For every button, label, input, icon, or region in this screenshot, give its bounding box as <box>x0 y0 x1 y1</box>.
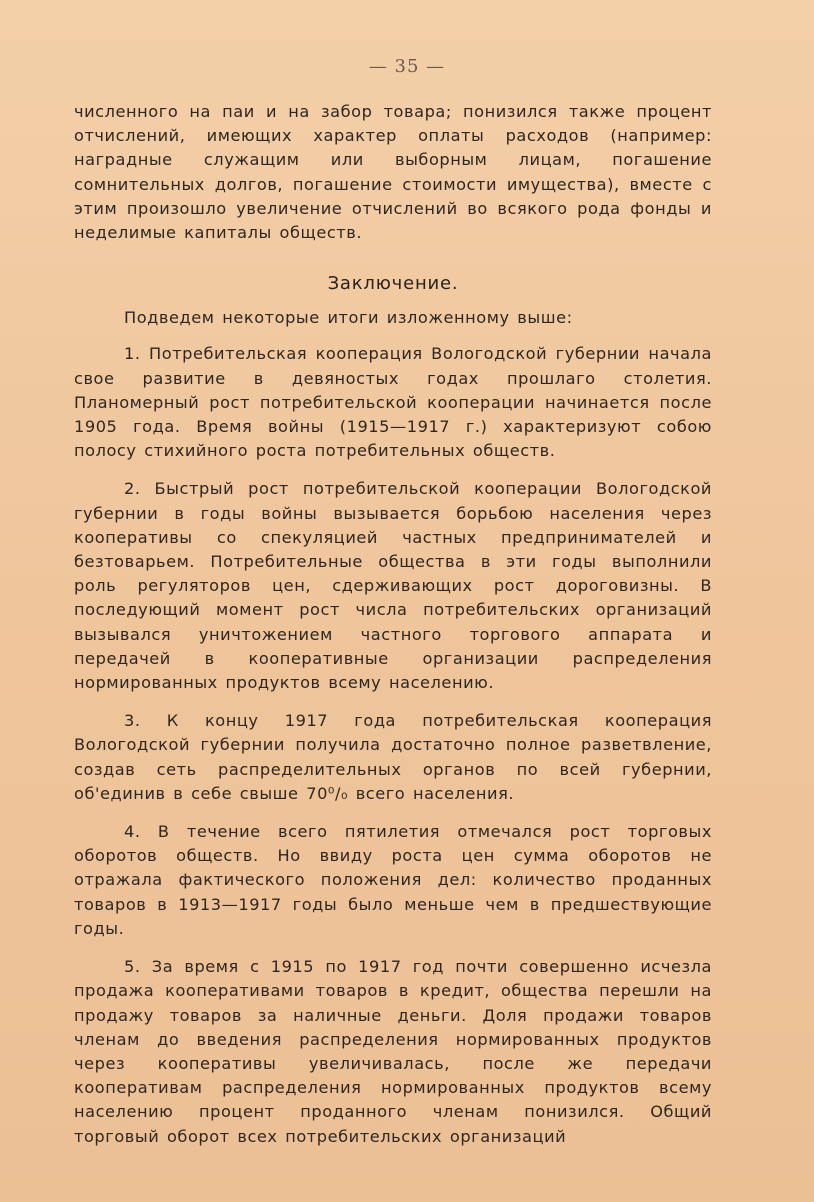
section-heading: Заключение. <box>327 273 459 295</box>
conclusion-point-3: 3. К концу 1917 года потребительская кооперация Вологодской губернии получила достаточно полное разветвление, создав сеть распределительных органов по всей губернии, об'единив в себе свыше 70⁰/₀ всего населения. <box>74 711 712 803</box>
conclusion-point-5: 5. За время с 1915 по 1917 год почти совершенно исчезла продажа кооперативами товаров в кредит, общества перешли на продажу товаров за наличные деньги. Доля продажи товаров членам до введения распределения нормированных продуктов через кооперативы увеличивалась, после же передачи кооперативам распределения нормированных продуктов всему населению процент проданного членам понизился. Общий торговый оборот всех потребительских организаций <box>74 957 712 1146</box>
intro-paragraph: Подведем некоторые итоги изложенному выше: <box>124 308 573 328</box>
text-column <box>74 100 712 1149</box>
conclusion-point-1: 1. Потребительская кооперация Вологодской губернии начала свое развитие в девяностых годах прошлаго столетия. Планомерный рост потребительской кооперации начинается после 1905 года. Время войны (1915—1917 г.) характеризуют собою полосу стихийного роста потребительных обществ. <box>74 344 712 461</box>
continuation-paragraph: численного на паи и на забор товара; понизился также процент отчислений, имеющих характер оплаты расходов (например: наградные служащим или выборным лицам, погашение сомнительных долгов, погашение стоимости имущества), вместе с этим произошло увеличение отчислений во всякого рода фонды и неделимые капиталы обществ. <box>74 102 712 243</box>
page-number: — 35 — <box>368 56 446 77</box>
conclusion-point-4: 4. В течение всего пятилетия отмечался рост торговых оборотов обществ. Но ввиду роста цен сумма оборотов не отражала фактического положения дел: количество проданных товаров в 1913—1917 годы было меньше чем в предшествующие годы. <box>74 822 712 938</box>
conclusion-point-2: 2. Быстрый рост потребительской кооперации Вологодской губернии в годы войны вызывается борьбою населения через кооперативы со спекуляцией частных предпринимателей и безтоварьем. Потребительные общества в эти годы выполнили роль регуляторов цен, сдерживающих рост дороговизны. В последующий момент рост числа потребительских организаций вызывался уничтожением частного торгового аппарата и передачей в кооперативные организации распределения нормированных продуктов всему населению. <box>74 479 712 693</box>
